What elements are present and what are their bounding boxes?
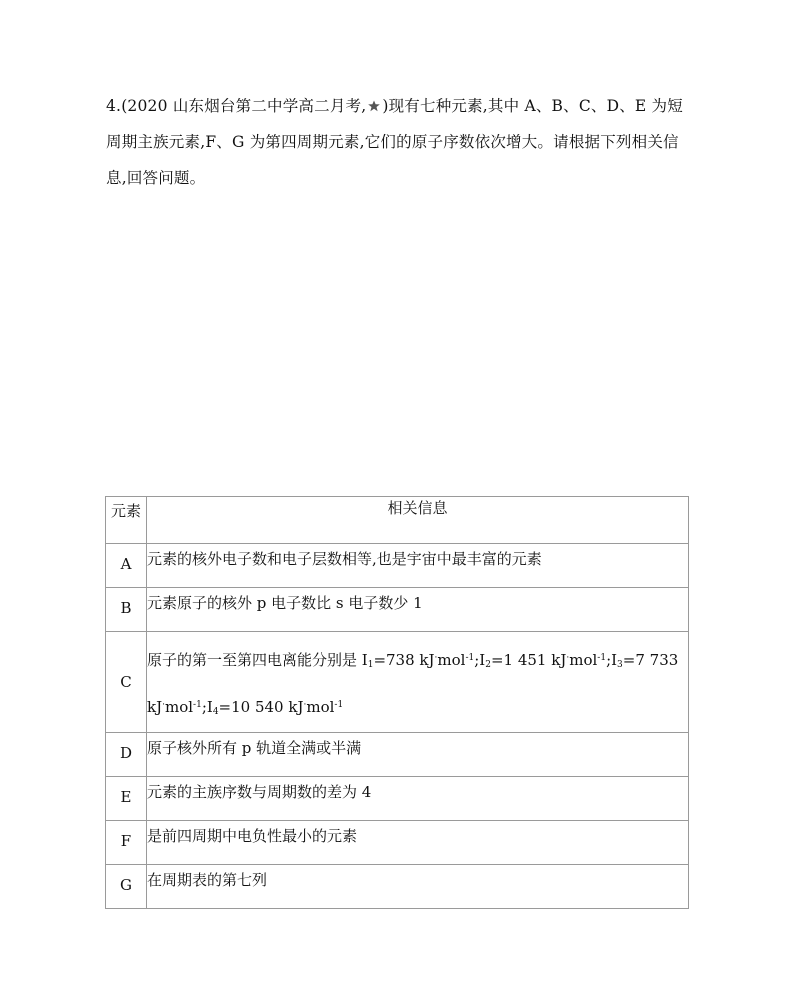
row-element: E bbox=[106, 777, 147, 821]
row-info: 原子核外所有 p 轨道全满或半满 bbox=[147, 733, 689, 777]
table-row bbox=[106, 777, 689, 821]
row-info: 是前四周期中电负性最小的元素 bbox=[147, 821, 689, 865]
table-header-row bbox=[106, 497, 689, 544]
row-element: A bbox=[106, 544, 147, 588]
row-element: D bbox=[106, 733, 147, 777]
question-source: 山东烟台第二中学高二月考, bbox=[172, 97, 367, 115]
row-element: F bbox=[106, 821, 147, 865]
row-element: C bbox=[106, 632, 147, 733]
element-info-table bbox=[105, 496, 689, 909]
header-element: 元素 bbox=[106, 497, 147, 544]
row-info: 元素的核外电子数和电子层数相等,也是宇宙中最丰富的元素 bbox=[147, 544, 689, 588]
table-row bbox=[106, 821, 689, 865]
table-row bbox=[106, 632, 689, 733]
row-element: B bbox=[106, 588, 147, 632]
difficulty-star-icon bbox=[367, 100, 381, 112]
table-row bbox=[106, 588, 689, 632]
header-info: 相关信息 bbox=[147, 497, 689, 544]
table-row bbox=[106, 865, 689, 909]
table-row bbox=[106, 733, 689, 777]
question-text bbox=[106, 88, 696, 196]
row-info: 原子的第一至第四电离能分别是 $I_1=738$ $kJ^\cdot mol^{-1};I_2=1$ 451 $kJ^\cdot mol^{-1};I_3=7$ 733 $kJ^\cdot mol^{-1};I_4=10$ 540 kJ·mol$^{-1}$ bbox=[147, 632, 689, 733]
row-info: 元素原子的核外 p 电子数比 s 电子数少 1 bbox=[147, 588, 689, 632]
row-info: 在周期表的第七列 bbox=[147, 865, 689, 909]
row-info: 元素的主族序数与周期数的差为 4 bbox=[147, 777, 689, 821]
question-body: )现有七种元素,其中 A、B、C、D、E 为短周期主族元素,F、G 为第四周期元素,它们的原子序数依次增大。请根据下列相关信息,回答问题。 bbox=[106, 97, 683, 187]
row-element: G bbox=[106, 865, 147, 909]
table-row bbox=[106, 544, 689, 588]
question-prefix: 4.(2020 bbox=[106, 97, 173, 115]
